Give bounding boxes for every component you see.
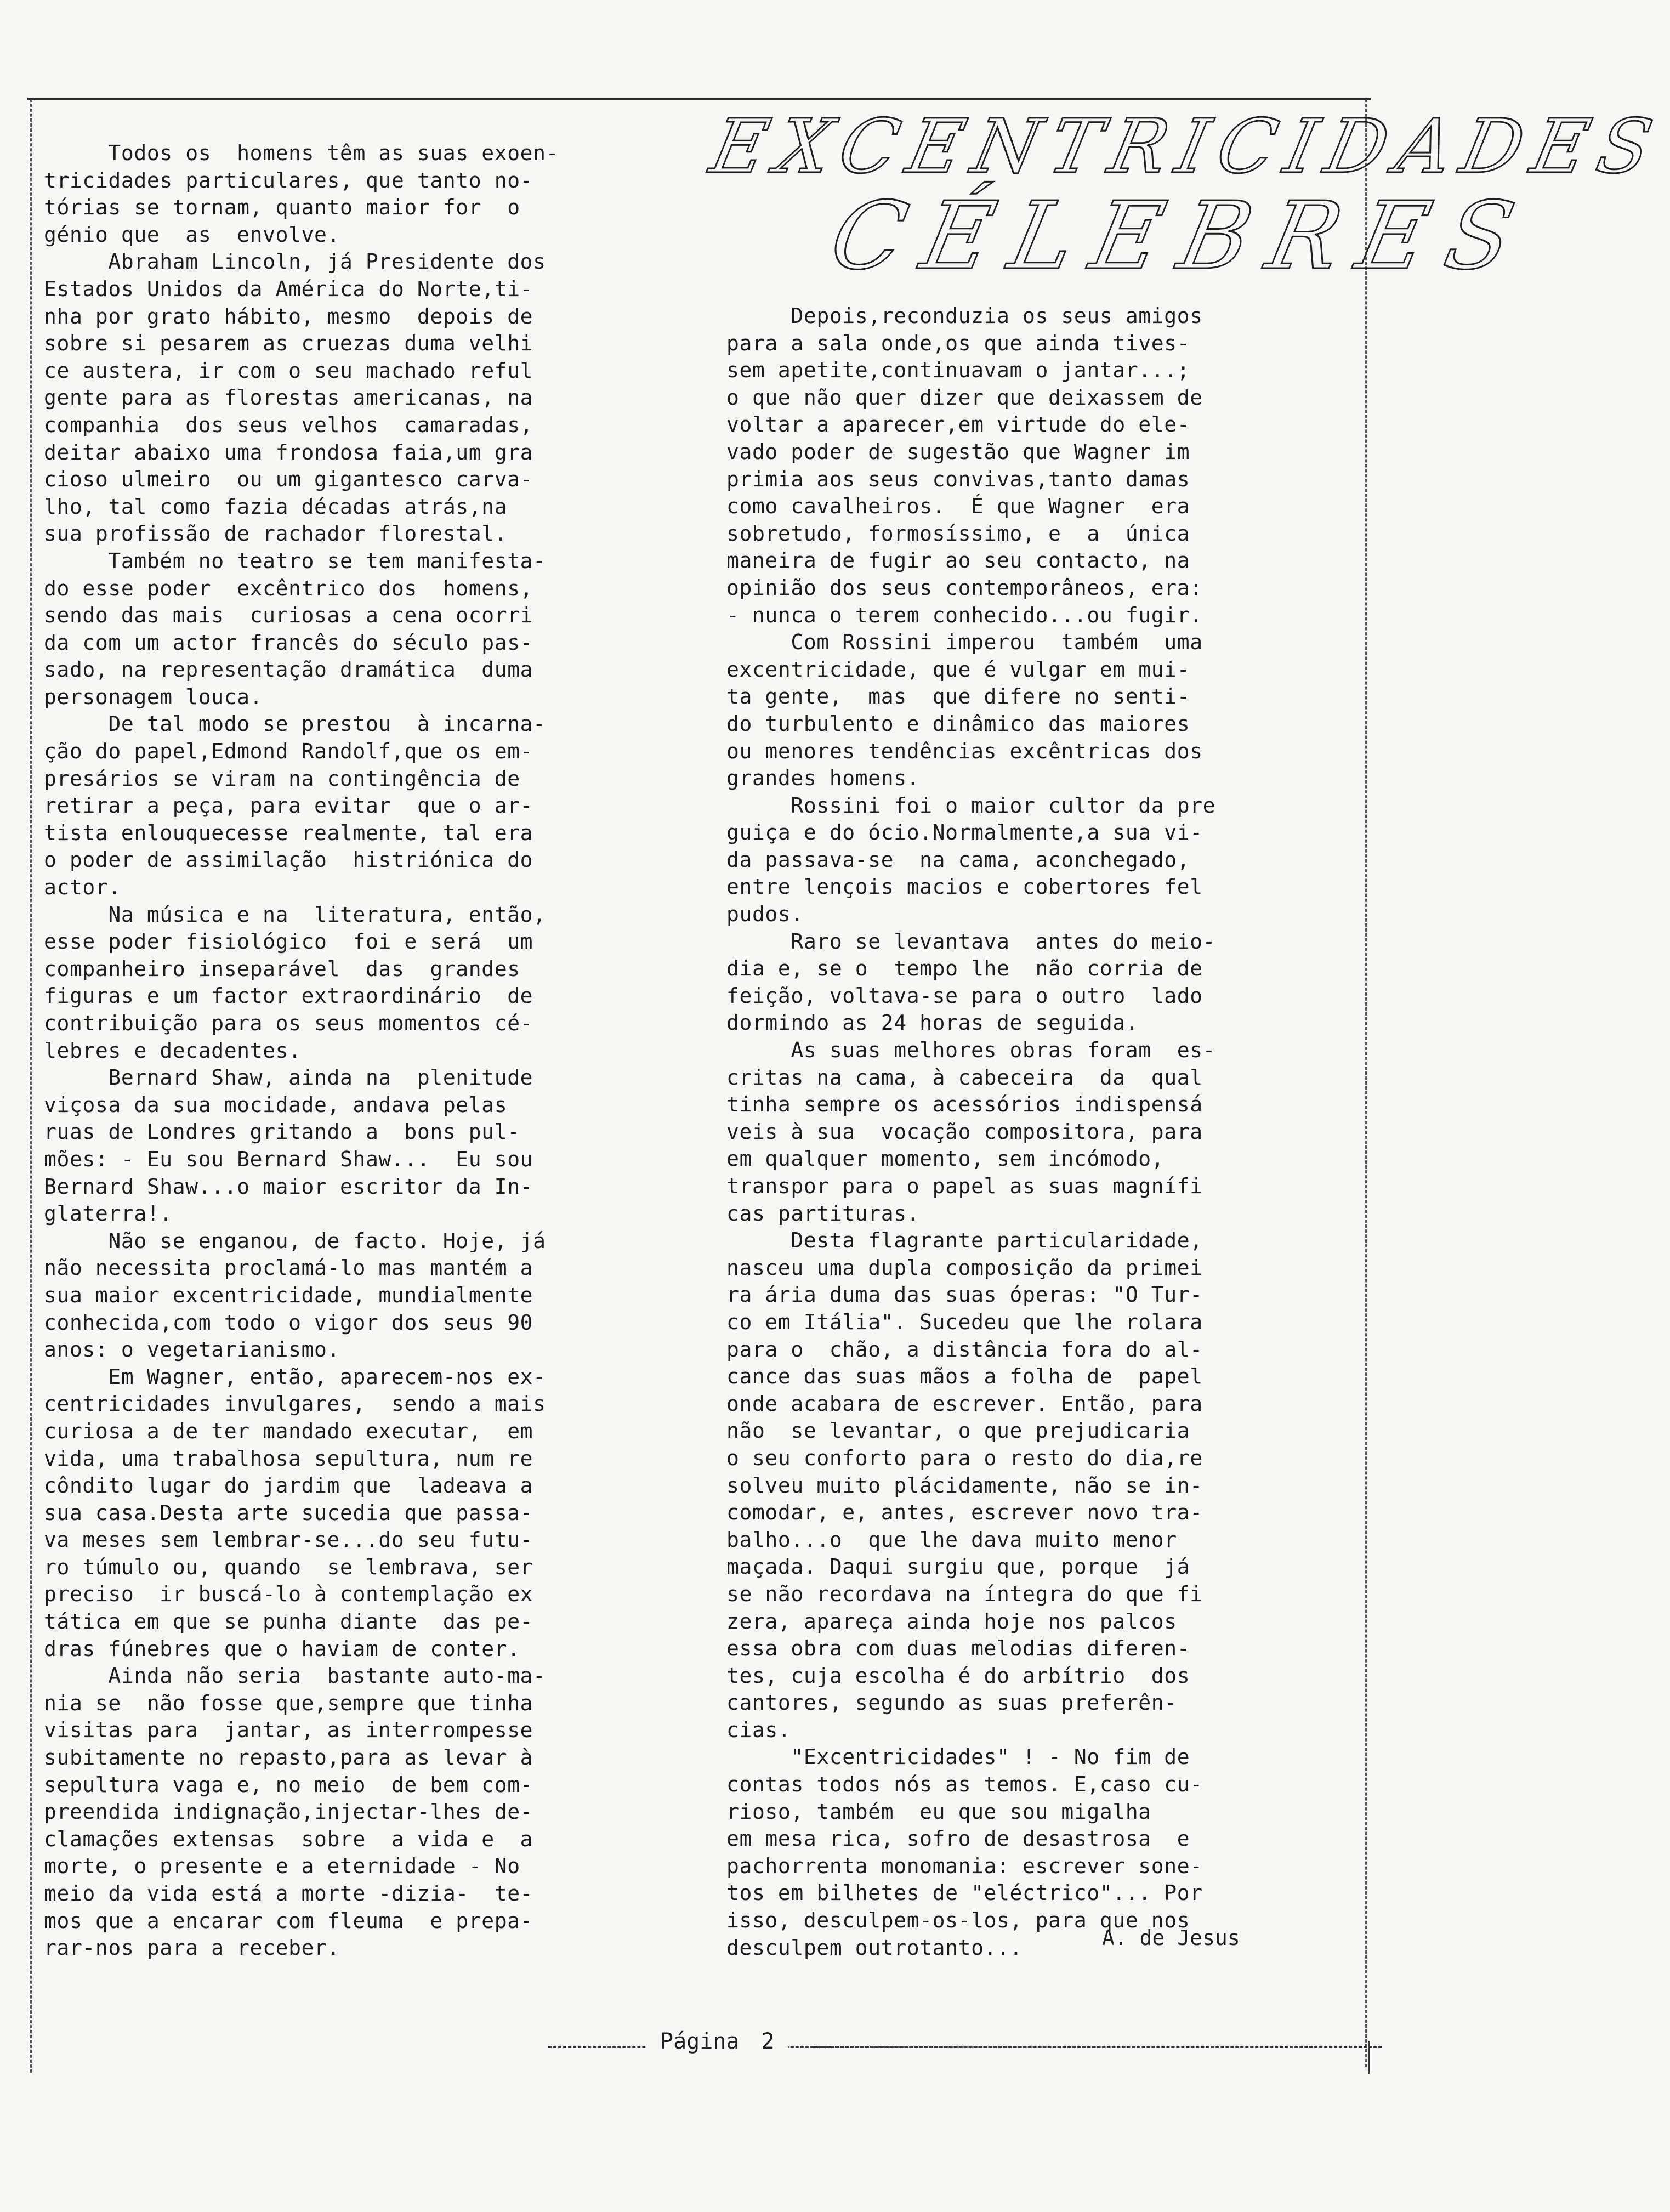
text-line: retirar a peça, para evitar que o ar- — [44, 793, 533, 818]
text-line: Ainda não seria bastante auto-ma- — [44, 1664, 546, 1688]
text-line: tinha sempre os acessórios indispensá — [726, 1092, 1203, 1117]
text-line: cias. — [726, 1717, 791, 1742]
left-column — [44, 140, 702, 1962]
text-line: não se levantar, o que prejudicaria — [726, 1419, 1190, 1443]
text-line: critas na cama, à cabeceira da qual — [726, 1065, 1203, 1090]
text-line: clamações extensas sobre a vida e a — [44, 1827, 533, 1851]
text-line: Em Wagner, então, aparecem-nos ex- — [44, 1364, 546, 1389]
page-label: Página — [660, 2029, 740, 2054]
text-line: desculpem outrotanto... — [726, 1935, 1023, 1960]
text-line: o poder de assimilação histriónica do — [44, 848, 533, 872]
text-line: grandes homens. — [726, 766, 920, 791]
text-line: Rossini foi o maior cultor da pre — [726, 793, 1216, 818]
text-line: glaterra!. — [44, 1201, 173, 1226]
text-line: ta gente, mas que difere no senti- — [726, 684, 1190, 709]
text-line: veis à sua vocação compositora, para — [726, 1119, 1203, 1144]
text-line: para o chão, a distância fora do al- — [726, 1337, 1203, 1362]
text-line: visitas para jantar, as interrompesse — [44, 1718, 533, 1743]
text-line: nia se não fosse que,sempre que tinha — [44, 1691, 533, 1715]
text-line: esse poder fisiológico foi e será um — [44, 929, 533, 954]
text-line: - nunca o terem conhecido...ou fugir. — [726, 603, 1203, 627]
text-line: Não se enganou, de facto. Hoje, já — [44, 1228, 546, 1253]
text-line: ou menores tendências excêntricas dos — [726, 739, 1203, 763]
title-line-1: EXCENTRICIDADES — [703, 104, 1670, 190]
text-line: maneira de fugir ao seu contacto, na — [726, 548, 1190, 573]
article-title — [702, 104, 1670, 291]
text-line: Raro se levantava antes do meio- — [726, 929, 1216, 954]
text-line: Bernard Shaw...o maior escritor da In- — [44, 1174, 533, 1199]
text-line: tricidades particulares, que tanto no- — [44, 168, 533, 192]
text-line: essa obra com duas melodias diferen- — [726, 1636, 1190, 1661]
text-line: lebres e decadentes. — [44, 1038, 302, 1063]
text-line: solveu muito plácidamente, não se in- — [726, 1473, 1203, 1498]
text-line: Abraham Lincoln, já Presidente dos — [44, 249, 546, 274]
text-line: feição, voltava-se para o outro lado — [726, 983, 1203, 1008]
text-line: Desta flagrante particularidade, — [726, 1228, 1203, 1253]
text-line: nasceu uma dupla composição da primei — [726, 1255, 1203, 1280]
text-line: contribuição para os seus momentos cé- — [44, 1011, 533, 1035]
text-line: opinião dos seus contemporâneos, era: — [726, 575, 1203, 600]
text-line: vado poder de sugestão que Wagner im — [726, 439, 1190, 464]
text-line: gente para as florestas americanas, na — [44, 385, 533, 410]
page-number-label — [647, 2029, 788, 2054]
text-line: da passava-se na cama, aconchegado, — [726, 847, 1190, 872]
text-line: da com um actor francês do século pas- — [44, 630, 533, 655]
text-line: Com Rossini imperou também uma — [726, 630, 1203, 655]
text-line: como cavalheiros. É que Wagner era — [726, 494, 1190, 519]
text-line: Estados Unidos da América do Norte,ti- — [44, 276, 533, 301]
text-line: o seu conforto para o resto do dia,re — [726, 1445, 1203, 1470]
text-line: transpor para o papel as suas magnífi — [726, 1174, 1203, 1198]
text-line: comodar, e, antes, escrever novo tra- — [726, 1500, 1203, 1525]
text-line: centricidades invulgares, sendo a mais — [44, 1392, 546, 1416]
text-line: zera, apareça ainda hoje nos palcos — [726, 1609, 1177, 1634]
text-line: dormindo as 24 horas de seguida. — [726, 1011, 1139, 1035]
text-line: conhecida,com todo o vigor dos seus 90 — [44, 1310, 533, 1335]
text-line: maçada. Daqui surgiu que, porque já — [726, 1555, 1190, 1579]
text-line: cance das suas mãos a folha de papel — [726, 1364, 1203, 1389]
text-line: viçosa da sua mocidade, andava pelas — [44, 1092, 508, 1117]
text-line: De tal modo se prestou à incarna- — [44, 712, 546, 736]
text-line: isso, desculpem-os-los, para que nos — [726, 1908, 1190, 1933]
text-line: pudos. — [726, 902, 804, 927]
text-line: voltar a aparecer,em virtude do ele- — [726, 412, 1190, 437]
text-line: do turbulento e dinâmico das maiores — [726, 711, 1190, 736]
text-line: sua profissão de rachador florestal. — [44, 521, 508, 546]
text-line: curiosa a de ter mandado executar, em — [44, 1419, 533, 1443]
text-line: actor. — [44, 875, 121, 900]
text-line: companheiro inseparável das grandes — [44, 956, 520, 981]
text-line: dras fúnebres que o haviam de conter. — [44, 1636, 520, 1661]
text-line: companhia dos seus velhos camaradas, — [44, 412, 533, 437]
text-line: não necessita proclamá-lo mas mantém a — [44, 1256, 533, 1280]
text-line: rar-nos para a receber. — [44, 1936, 340, 1960]
text-line: cioso ulmeiro ou um gigantesco carva- — [44, 467, 533, 492]
text-line: do esse poder excêntrico dos homens, — [44, 576, 533, 600]
text-line: balho...o que lhe dava muito menor — [726, 1527, 1177, 1552]
text-line: mões: - Eu sou Bernard Shaw... Eu sou — [44, 1147, 533, 1171]
right-border — [1365, 99, 1367, 2067]
text-line: rioso, também eu que sou migalha — [726, 1799, 1151, 1824]
text-line: em mesa rica, sofro de desastrosa e — [726, 1827, 1190, 1851]
top-border — [27, 98, 1371, 100]
text-line: contas todos nós as temos. E,caso cu- — [726, 1772, 1203, 1797]
text-line: ro túmulo ou, quando se lembrava, ser — [44, 1555, 533, 1579]
text-line: Todos os homens têm as suas exoen- — [44, 141, 559, 165]
text-line: "Excentricidades" ! - No fim de — [726, 1745, 1190, 1769]
text-line: sado, na representação dramática duma — [44, 657, 533, 682]
text-line: tista enlouquecesse realmente, tal era — [44, 820, 533, 845]
text-line: Depois,reconduzia os seus amigos — [726, 304, 1203, 328]
text-line: tática em que se punha diante das pe- — [44, 1609, 533, 1634]
text-line: côndito lugar do jardim que ladeava a — [44, 1473, 533, 1498]
text-line: presários se viram na contingência de — [44, 766, 520, 791]
text-line: tos em bilhetes de "eléctrico"... Por — [726, 1881, 1203, 1905]
footer-rule-right — [811, 2046, 1382, 2048]
text-line: sobre si pesarem as cruezas duma velhi — [44, 331, 533, 356]
text-line: sobretudo, formosíssimo, e a única — [726, 521, 1190, 546]
text-line: anos: o vegetarianismo. — [44, 1337, 340, 1362]
text-line: em qualquer momento, sem incómodo, — [726, 1147, 1165, 1171]
text-line: onde acabara de escrever. Então, para — [726, 1391, 1203, 1416]
text-line: Também no teatro se tem manifesta- — [44, 548, 546, 573]
left-border — [30, 99, 32, 2073]
text-line: ção do papel,Edmond Randolf,que os em- — [44, 739, 533, 764]
title-line-2: CÉLEBRES — [821, 182, 1543, 291]
text-line: sua casa.Desta arte sucedia que passa- — [44, 1500, 533, 1525]
footer-tick — [1368, 2041, 1370, 2074]
text-line: deitar abaixo uma frondosa faia,um gra — [44, 440, 533, 464]
text-line: nha por grato hábito, mesmo depois de — [44, 304, 533, 328]
text-line: guiça e do ócio.Normalmente,a sua vi- — [726, 820, 1203, 845]
text-line: ruas de Londres gritando a bons pul- — [44, 1120, 520, 1144]
text-line: cantores, segundo as suas preferên- — [726, 1691, 1177, 1715]
text-line: sepultura vaga e, no meio de bem com- — [44, 1772, 533, 1797]
text-line: tes, cuja escolha é do arbítrio dos — [726, 1663, 1190, 1688]
text-line: o que não quer dizer que deixassem de — [726, 385, 1203, 410]
right-column — [726, 303, 1362, 1961]
text-line: figuras e um factor extraordinário de — [44, 984, 533, 1008]
text-line: sua maior excentricidade, mundialmente — [44, 1283, 533, 1307]
text-line: vida, uma trabalhosa sepultura, num re — [44, 1446, 533, 1471]
text-line: dia e, se o tempo lhe não corria de — [726, 956, 1203, 981]
text-line: excentricidade, que é vulgar em mui- — [726, 657, 1190, 682]
text-line: co em Itália". Sucedeu que lhe rolara — [726, 1309, 1203, 1334]
author-signature: A. de Jesus — [1102, 1926, 1240, 1950]
text-line: ra ária duma das suas óperas: "O Tur- — [726, 1283, 1203, 1307]
text-line: mos que a encarar com fleuma e prepa- — [44, 1908, 533, 1933]
text-line: personagem louca. — [44, 684, 263, 709]
text-line: preciso ir buscá-lo à contemplação ex — [44, 1582, 533, 1607]
page-number: 2 — [761, 2029, 775, 2054]
text-line: génio que as envolve. — [44, 222, 340, 247]
text-line: Na música e na literatura, então, — [44, 902, 546, 927]
text-line: se não recordava na íntegra do que fi — [726, 1581, 1203, 1606]
page-footer — [44, 2029, 1382, 2062]
text-line: sendo das mais curiosas a cena ocorri — [44, 603, 533, 628]
text-line: preendida indignação,injectar-lhes de- — [44, 1800, 533, 1824]
text-line: sem apetite,continuavam o jantar...; — [726, 358, 1190, 383]
text-line: cas partituras. — [726, 1201, 920, 1226]
text-line: va meses sem lembrar-se...do seu futu- — [44, 1528, 533, 1552]
text-line: pachorrenta monomania: escrever sone- — [726, 1853, 1203, 1878]
text-line: primia aos seus convivas,tanto damas — [726, 467, 1190, 491]
text-line: entre lençois macios e cobertores fel — [726, 875, 1203, 899]
text-line: meio da vida está a morte -dizia- te- — [44, 1881, 533, 1905]
text-line: Bernard Shaw, ainda na plenitude — [44, 1065, 533, 1090]
text-line: subitamente no repasto,para as levar à — [44, 1745, 533, 1770]
text-line: morte, o presente e a eternidade - No — [44, 1854, 520, 1879]
text-line: tórias se tornam, quanto maior for o — [44, 195, 520, 220]
text-line: ce austera, ir com o seu machado reful — [44, 358, 533, 383]
text-line: As suas melhores obras foram es- — [726, 1038, 1216, 1063]
text-line: lho, tal como fazia décadas atrás,na — [44, 494, 508, 519]
text-line: para a sala onde,os que ainda tives- — [726, 331, 1190, 355]
